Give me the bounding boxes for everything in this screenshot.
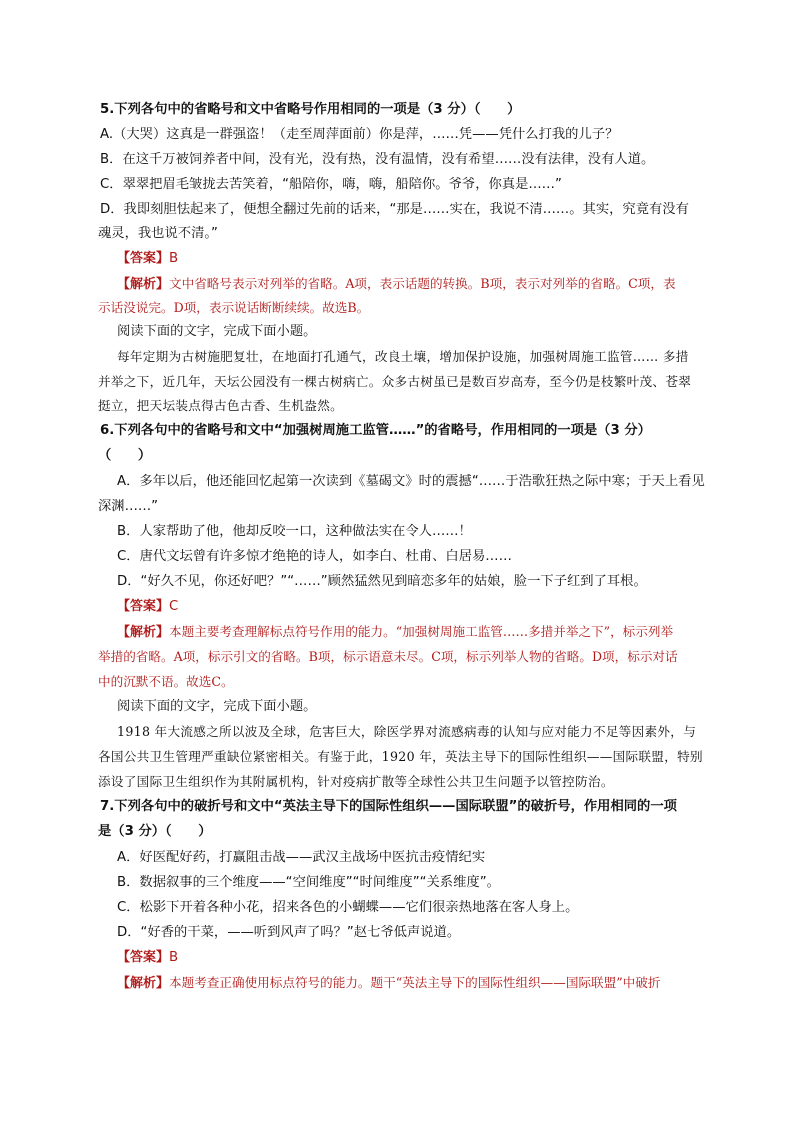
passage-6-line-1: 每年定期为古树施肥复壮，在地面打孔通气，改良土壤，增加保护设施，加强树周施工监管…… 多措 — [117, 349, 689, 364]
q5-answer — [117, 250, 178, 268]
analysis-tag: 【解析】 — [117, 277, 170, 292]
analysis-tag: 【解析】 — [117, 625, 170, 640]
q6-option-a-cont: 深渊……” — [98, 499, 159, 514]
q6-option-a: A．多年以后，他还能回忆起第一次读到《墓碣文》时的震撼“……于浩歌狂热之际中寒；于天上看见 — [117, 474, 705, 489]
analysis-text: 本题主要考查理解标点符号作用的能力。“加强树周施工监管……多措并举之下”，标示列举 — [169, 624, 674, 639]
analysis-text: 文中省略号表示对列举的省略。A项，表示话题的转换。B项，表示对列举的省略。C项，表 — [169, 276, 676, 291]
passage-6-line-2: 并举之下，近几年，天坛公园没有一棵古树病亡。众多古树虽已是数百岁高寿，至今仍是枝繁叶茂、苍翠 — [98, 374, 692, 389]
q5-option-b: B．在这千万被饲养者中间，没有光，没有热，没有温情，没有希望……没有法律，没有人道。 — [100, 152, 655, 167]
answer-tag: 【答案】 — [117, 950, 170, 965]
q7-option-d: D．“好香的干菜，——听到风声了吗？”赵七爷低声说道。 — [117, 925, 461, 940]
answer-tag: 【答案】 — [117, 251, 170, 266]
analysis-tag: 【解析】 — [117, 976, 170, 991]
q6-option-b: B．人家帮助了他，他却反咬一口，这种做法实在令人……！ — [117, 524, 472, 539]
q7-stem-line-2: 是（3 分）（ ） — [98, 824, 212, 839]
q5-analysis-line-1 — [117, 275, 676, 294]
q6-option-c: C．唐代文坛曾有许多惊才绝艳的诗人，如李白、杜甫、白居易…… — [117, 549, 512, 564]
q7-option-c: C．松影下开着各种小花，招来各色的小蝴蝶——它们很亲热地落在客人身上。 — [117, 900, 579, 915]
q5-option-d: D．我即刻胆怯起来了，便想全翻过先前的话来，“那是……实在，我说不清……。其实，究竟有没有 — [100, 202, 689, 217]
q7-option-b: B．数据叙事的三个维度——“空间维度”“时间维度”“关系维度”。 — [117, 875, 500, 890]
analysis-text: 本题考查正确使用标点符号的能力。题干“英法主导下的国际性组织——国际联盟”中破折 — [169, 975, 661, 990]
q7-answer — [117, 949, 178, 967]
q7-stem-line-1: 7.下列各句中的破折号和文中“英法主导下的国际性组织——国际联盟”的破折号，作用相同的一项 — [100, 799, 677, 814]
answer-tag: 【答案】 — [117, 599, 170, 614]
q6-analysis-line-2: 举措的省略。A项，标示引文的省略。B项，标示语意未尽。C项，标示列举人物的省略。D项，标示对话 — [98, 649, 678, 664]
q5-stem: 5.下列各句中的省略号和文中省略号作用相同的一项是（3 分）（ ） — [100, 102, 521, 117]
q6-analysis-line-3: 中的沉默不语。故选C。 — [98, 674, 234, 689]
q5-option-c: C．翠翠把眉毛皱拢去苦笑着，“船陪你，嗨，嗨，船陪你。爷爷，你真是……” — [100, 177, 562, 192]
passage-6-line-3: 挺立，把天坛装点得古色古香、生机盎然。 — [98, 398, 343, 413]
passage-6-intro: 阅读下面的文字，完成下面小题。 — [117, 324, 317, 339]
passage-7-line-1: 1918 年大流感之所以波及全球，危害巨大，除医学界对流感病毒的认知与应对能力不足等因素外，与 — [117, 724, 697, 739]
q6-answer — [117, 598, 178, 616]
passage-7-intro: 阅读下面的文字，完成下面小题。 — [117, 699, 317, 714]
passage-7-line-2: 各国公共卫生管理严重缺位紧密相关。有鉴于此，1920 年，英法主导下的国际性组织——国际联盟，特别 — [98, 749, 703, 764]
q7-analysis-line-1 — [117, 974, 660, 993]
answer-value: C — [169, 599, 179, 614]
q7-option-a: A．好医配好药，打赢阻击战——武汉主战场中医抗击疫情纪实 — [117, 850, 486, 865]
q6-option-d: D．“好久不见，你还好吧？”“……”顾然猛然见到暗恋多年的姑娘，脸一下子红到了耳根。 — [117, 574, 647, 589]
answer-value: B — [169, 251, 179, 266]
q6-stem-line-1: 6.下列各句中的省略号和文中“加强树周施工监管……”的省略号，作用相同的一项是（3 分） — [100, 423, 651, 438]
q6-analysis-line-1 — [117, 623, 673, 642]
q5-analysis-line-2: 示话没说完。D项，表示说话断断续续。故选B。 — [98, 300, 370, 315]
answer-value: B — [169, 950, 179, 965]
q5-option-a: A.（大哭）这真是一群强盗！（走至周萍面前）你是萍，……凭——凭什么打我的儿子？ — [100, 127, 619, 142]
q5-option-d-cont: 魂灵，我也说不清。” — [98, 226, 218, 241]
passage-7-line-3: 添设了国际卫生组织作为其附属机构，针对疫病扩散等全球性公共卫生问题予以管控防治。 — [98, 774, 614, 789]
q6-stem-line-2: （ ） — [98, 448, 152, 463]
